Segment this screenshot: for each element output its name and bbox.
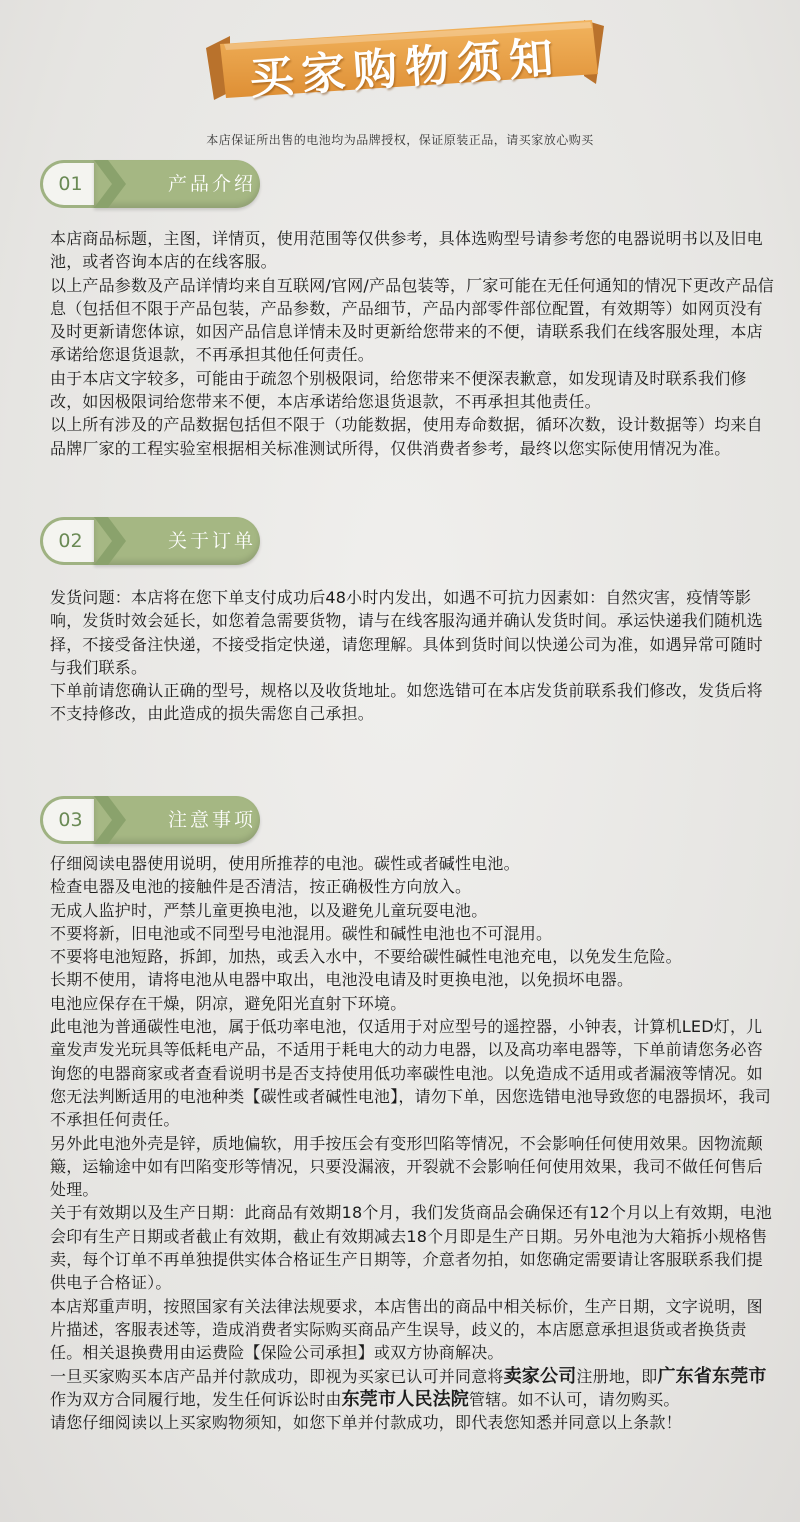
paragraph: 下单前请您确认正确的型号，规格以及收货地址。如您选错可在本店发货前联系我们修改，发货后将不支持修改，由此造成的损失需您自己承担。 — [50, 681, 763, 724]
section-number: 03 — [40, 796, 98, 844]
jurisdiction-paragraph — [50, 1365, 778, 1412]
page-title: 买家购物须知 — [247, 32, 563, 105]
title-banner — [200, 14, 610, 106]
paragraph: 关于有效期以及生产日期：此商品有效期18个月，我们发货商品会确保还有12个月以上有效期，电池会印有生产日期或者截止有效期，截止有效期减去18个月即是生产日期。另外电池为大箱拆小规格售卖，每个订单不再单独提供实体合格证生产日期等，介意者勿拍，如您确定需要请让客服联系我们提供电子合格证）。 — [50, 1203, 772, 1293]
paragraph: 不要将电池短路，拆卸，加热，或丢入水中，不要给碳性碱性电池充电，以免发生危险。 — [50, 947, 682, 967]
subtitle: 本店保证所出售的电池均为品牌授权，保证原装正品，请买家放心购买 — [206, 133, 594, 147]
section-title: 关于订单 — [94, 517, 260, 565]
jurisdiction-text: 注册地，即 — [576, 1366, 658, 1386]
paragraph: 不要将新，旧电池或不同型号电池混用。碳性和碱性电池也不可混用。 — [50, 923, 553, 943]
section-body-orders — [50, 586, 778, 726]
paragraph: 本店郑重声明，按照国家有关法律法规要求，本店售出的商品中相关标价，生产日期，文字说明，图片描述，客服表述等，造成消费者实际购买商品产生误导，歧义的，本店愿意承担退货或者换货责任。相关退换费用由运费险【保险公司承担】或双方协商解决。 — [50, 1296, 763, 1363]
section-header-notes — [40, 796, 260, 844]
paragraph: 以上所有涉及的产品数据包括但不限于（功能数据，使用寿命数据，循环次数，设计数据等）均来自品牌厂家的工程实验室根据相关标准测试所得，仅供消费者参考，最终以您实际使用情况为准。 — [50, 415, 763, 458]
court-name: 东莞市人民法院 — [341, 1388, 470, 1410]
contract-place: 广东省东莞市 — [657, 1365, 767, 1387]
section-header-product-intro — [40, 160, 260, 208]
section-number: 02 — [40, 517, 98, 565]
paragraph: 此电池为普通碳性电池，属于低功率电池，仅适用于对应型号的遥控器，小钟表，计算机LED灯，儿童发声发光玩具等低耗电产品，不适用于耗电大的动力电器，以及高功率电器等，下单前请您务必咨询您的电器商家或者查看说明书是否支持使用低功率碳性电池。以免造成不适用或者漏液等情况。如您无法判断适用的电池种类【碳性或者碱性电池】，请勿下单，因您选错电池导致您的电器损坏，我司不承担任何责任。 — [50, 1017, 772, 1130]
section-title: 产品介绍 — [94, 160, 260, 208]
paragraph: 电池应保存在干燥，阴凉，避免阳光直射下环境。 — [50, 993, 407, 1013]
jurisdiction-text: 管辖。如不认可，请勿购买。 — [469, 1389, 680, 1409]
section-body-product-intro — [50, 227, 778, 460]
section-number: 01 — [40, 160, 98, 208]
paragraph: 由于本店文字较多，可能由于疏忽个别极限词，给您带来不便深表歉意，如发现请及时联系我们修改，如因极限词给您带来不便，本店承诺给您退货退款，不再承担其他责任。 — [50, 368, 747, 412]
paragraph: 以上产品参数及产品详情均来自互联网/官网/产品包装等，厂家可能在无任何通知的情况下更改产品信息（包括但不限于产品包装，产品参数，产品细节，产品内部零件部位配置，有效期等）如网页没有及时更新请您体谅，如因产品信息详情未及时更新给您带来的不便，请联系我们在线客服处理，本店承诺给您退货退款，不再承担其他任何责任。 — [50, 275, 774, 365]
closing-statement: 请您仔细阅读以上买家购物须知，如您下单并付款成功，即代表您知悉并同意以上条款！ — [50, 1413, 682, 1433]
chevron-right-icon — [94, 796, 134, 844]
section-header-orders — [40, 517, 260, 565]
section-title: 注意事项 — [94, 796, 260, 844]
paragraph: 仔细阅读电器使用说明，使用所推荐的电池。碳性或者碱性电池。 — [50, 854, 520, 873]
paragraph: 发货问题：本店将在您下单支付成功后48小时内发出，如遇不可抗力因素如：自然灾害，疫情等影响，发货时效会延长，如您着急需要货物，请与在线客服沟通并确认发货时间。承运快递我们随机选择，不接受备注快递，不接受指定快递，请您理解。具体到货时间以快递公司为准，如遇异常可随时与我们联系。 — [50, 588, 763, 677]
paragraph: 长期不使用，请将电池从电器中取出，电池没电请及时更换电池，以免损坏电器。 — [50, 970, 634, 990]
paragraph: 检查电器及电池的接触件是否清洁，按正确极性方向放入。 — [50, 877, 472, 897]
jurisdiction-text: 一旦买家购买本店产品并付款成功，即视为买家已认可并同意将 — [50, 1366, 504, 1386]
paragraph: 本店商品标题，主图，详情页，使用范围等仅供参考，具体选购型号请参考您的电器说明书以及旧电池，或者咨询本店的在线客服。 — [50, 229, 763, 272]
section-body-notes — [50, 852, 778, 1434]
paragraph: 无成人监护时，严禁儿童更换电池，以及避免儿童玩耍电池。 — [50, 900, 488, 920]
seller-company: 卖家公司 — [503, 1365, 577, 1387]
chevron-right-icon — [94, 160, 134, 208]
jurisdiction-text: 作为双方合同履行地，发生任何诉讼时由 — [50, 1389, 342, 1409]
paragraph: 另外此电池外壳是锌，质地偏软，用手按压会有变形凹陷等情况，不会影响任何使用效果。因物流颠簸，运输途中如有凹陷变形等情况，只要没漏液，开裂就不会影响任何使用效果，我司不做任何售后处理。 — [50, 1133, 763, 1200]
chevron-right-icon — [94, 517, 134, 565]
